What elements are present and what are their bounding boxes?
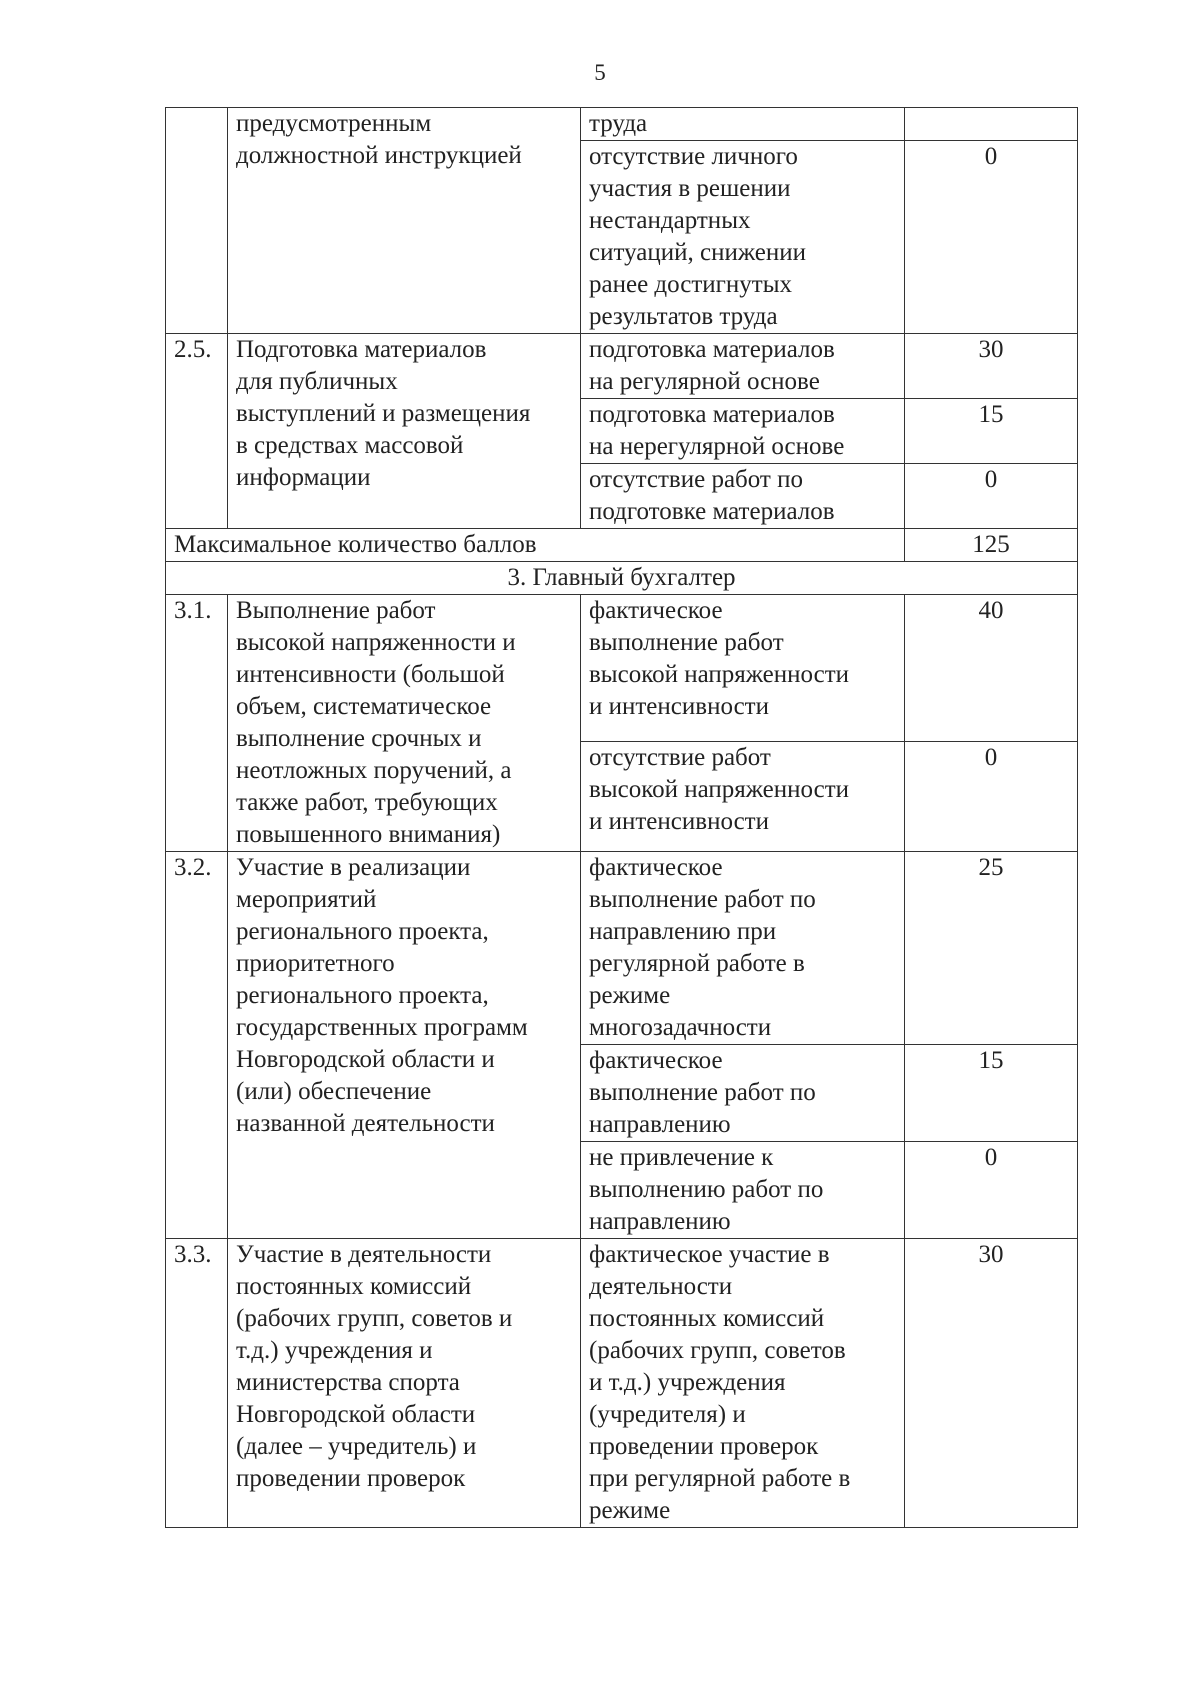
criterion-cell: Подготовка материалов для публичных выступлений и размещения в средствах массовой информации xyxy=(228,334,581,529)
score-cell: 30 xyxy=(905,1239,1078,1528)
score-cell: 40 xyxy=(905,595,1078,742)
criterion-cell: предусмотренным должностной инструкцией xyxy=(228,108,581,334)
score-cell: 0 xyxy=(905,1142,1078,1239)
table-row xyxy=(166,1239,1078,1528)
max-points-label: Максимальное количество баллов xyxy=(166,529,905,562)
table-row xyxy=(166,852,1078,1045)
criterion-cell: Участие в деятельности постоянных комиссий (рабочих групп, советов и т.д.) учреждения и министерства спорта Новгородской области (далее – учредитель) и проведении проверок xyxy=(228,1239,581,1528)
score-cell: 0 xyxy=(905,741,1078,851)
row-number: 2.5. xyxy=(166,334,228,529)
indicator-cell: фактическое выполнение работ высокой напряженности и интенсивности xyxy=(581,595,905,742)
score-cell: 0 xyxy=(905,141,1078,334)
indicator-cell: отсутствие личного участия в решении нестандартных ситуаций, снижении ранее достигнутых результатов труда xyxy=(581,141,905,334)
criterion-cell: Участие в реализации мероприятий регионального проекта, приоритетного регионального проекта, государственных программ Новгородской области и (или) обеспечение названной деятельности xyxy=(228,852,581,1239)
row-number: 3.2. xyxy=(166,852,228,1239)
indicator-cell: труда xyxy=(581,108,905,141)
score-cell: 15 xyxy=(905,399,1078,464)
table-row xyxy=(166,595,1078,742)
indicator-cell: не привлечение к выполнению работ по направлению xyxy=(581,1142,905,1239)
indicator-cell: отсутствие работ по подготовке материалов xyxy=(581,464,905,529)
indicator-cell: подготовка материалов на регулярной основе xyxy=(581,334,905,399)
section-title: 3. Главный бухгалтер xyxy=(166,562,1078,595)
page-number: 5 xyxy=(594,60,606,85)
section-heading-row xyxy=(166,562,1078,595)
score-cell: 15 xyxy=(905,1045,1078,1142)
row-number: 3.3. xyxy=(166,1239,228,1528)
indicator-cell: фактическое выполнение работ по направлению xyxy=(581,1045,905,1142)
table-row xyxy=(166,334,1078,399)
max-points-value: 125 xyxy=(905,529,1078,562)
score-cell: 0 xyxy=(905,464,1078,529)
score-cell: 30 xyxy=(905,334,1078,399)
table-row xyxy=(166,108,1078,141)
indicator-cell: фактическое участие в деятельности постоянных комиссий (рабочих групп, советов и т.д.) учреждения (учредителя) и проведении проверок при регулярной работе в режиме xyxy=(581,1239,905,1528)
indicator-cell: подготовка материалов на нерегулярной основе xyxy=(581,399,905,464)
indicator-cell: отсутствие работ высокой напряженности и интенсивности xyxy=(581,741,905,851)
indicator-cell: фактическое выполнение работ по направлению при регулярной работе в режиме многозадачности xyxy=(581,852,905,1045)
max-points-row xyxy=(166,529,1078,562)
criterion-cell: Выполнение работ высокой напряженности и интенсивности (большой объем, систематическое выполнение срочных и неотложных поручений, а также работ, требующих повышенного внимания) xyxy=(228,595,581,852)
row-number: 3.1. xyxy=(166,595,228,852)
score-cell: 25 xyxy=(905,852,1078,1045)
scoring-table xyxy=(165,107,1078,1528)
score-cell xyxy=(905,108,1078,141)
row-number xyxy=(166,108,228,334)
